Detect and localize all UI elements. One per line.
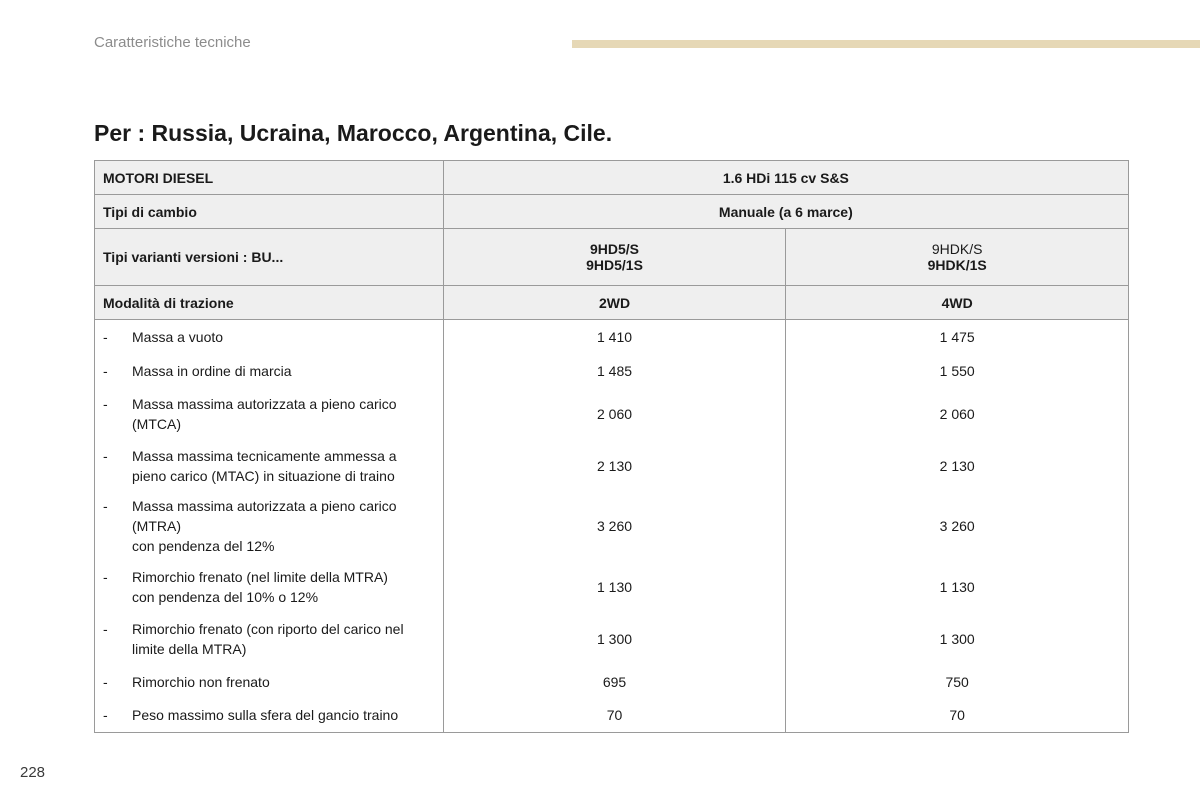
row-value-2wd: 70 [443,699,786,733]
table-row [95,388,1129,440]
row-label [95,354,444,388]
page-number: 228 [20,764,46,781]
row-label [95,613,444,665]
header-bar [572,40,1200,48]
dash-marker: - [103,447,108,464]
list-item [103,672,435,692]
table-row [95,561,1129,613]
drive-value-2: 4WD [786,286,1129,320]
row-value-2wd: 695 [443,665,786,699]
gearbox-value: Manuale (a 6 marce) [443,195,1128,229]
row-label-line: Massa massima autorizzata a pieno carico [132,498,397,514]
table-row [95,492,1129,561]
row-value-2wd: 2 130 [443,440,786,492]
table-row [95,699,1129,733]
variant-2-line-1: 9HDK/S [931,241,983,257]
row-label [95,699,444,733]
spec-body [95,320,1129,733]
variant-cell-1 [443,229,786,286]
row-value-2wd: 1 485 [443,354,786,388]
row-label-text [132,394,397,434]
row-value-2wd: 1 410 [443,320,786,354]
row-label [95,561,444,613]
variant-cell-2 [786,229,1129,286]
row-label-line: Rimorchio frenato (con riporto del carico nel [132,620,404,637]
row-label-line: Peso massimo sulla sfera del gancio traino [132,707,399,724]
spec-table [94,160,1129,733]
table-row [95,613,1129,665]
list-item [103,496,435,556]
dash-marker: - [103,395,108,412]
variants-row [95,229,1129,286]
row-value-4wd: 2 060 [786,388,1129,440]
row-label-line: limite della MTRA) [132,640,247,657]
row-value-2wd: 2 060 [443,388,786,440]
list-item [103,705,435,725]
row-value-2wd: 3 260 [443,492,786,561]
dash-marker: - [103,568,108,585]
row-value-2wd: 1 130 [443,561,786,613]
dash-marker: - [103,673,108,690]
list-item [103,394,435,434]
row-label-line: pieno carico (MTAC) in situazione di traino [132,467,395,484]
drive-label: Modalità di trazione [95,286,444,320]
dash-marker: - [103,707,108,724]
row-label-line: con pendenza del 12% [132,538,275,554]
table-row [95,354,1129,388]
row-label [95,440,444,492]
row-label-line: Massa massima tecnicamente ammessa a [132,447,397,464]
list-item [103,327,435,347]
row-value-4wd: 750 [786,665,1129,699]
row-value-4wd: 1 475 [786,320,1129,354]
row-value-4wd: 1 550 [786,354,1129,388]
row-label-text [132,361,292,381]
table-row [95,320,1129,354]
table-row [95,440,1129,492]
drive-value-1: 2WD [443,286,786,320]
engine-value: 1.6 HDi 115 cv S&S [443,161,1128,195]
row-label-text [132,672,270,692]
page-title: Per : Russia, Ucraina, Marocco, Argentina, Cile. [94,120,613,146]
row-label-line: Massa in ordine di marcia [132,362,292,379]
list-item [103,361,435,381]
list-item [103,567,435,607]
row-label-text [132,446,397,486]
row-label-text [132,567,388,607]
row-label-line: (MTCA) [132,415,181,432]
variant-1-line-1: 9HD5/S [590,241,640,257]
engine-label: MOTORI DIESEL [95,161,444,195]
row-label [95,665,444,699]
list-item [103,446,435,486]
row-label-text [132,496,397,556]
row-label-line: Massa a vuoto [132,328,224,345]
row-value-4wd: 3 260 [786,492,1129,561]
row-label [95,492,444,561]
variant-2-line-2: 9HDK/1S [927,257,987,273]
section-label: Caratteristiche tecniche [94,34,251,51]
row-value-2wd: 1 300 [443,613,786,665]
row-label-line: Rimorchio frenato (nel limite della MTRA) [132,568,388,585]
dash-marker: - [103,620,108,637]
variant-1-line-2: 9HD5/1S [586,257,643,273]
row-label-text [132,327,223,347]
row-label-line: Massa massima autorizzata a pieno carico [132,395,397,412]
dash-marker: - [103,362,108,379]
row-value-4wd: 1 300 [786,613,1129,665]
row-value-4wd: 2 130 [786,440,1129,492]
gearbox-row [95,195,1129,229]
row-value-4wd: 1 130 [786,561,1129,613]
row-label [95,388,444,440]
list-item [103,619,435,659]
variants-label: Tipi varianti versioni : BU... [95,229,444,286]
engine-row [95,161,1129,195]
row-label [95,320,444,354]
row-label-line: Rimorchio non frenato [132,673,270,690]
drive-row [95,286,1129,320]
row-value-4wd: 70 [786,699,1129,733]
dash-marker: - [103,328,108,345]
row-label-text [132,705,398,725]
dash-marker: - [103,498,108,514]
row-label-line: con pendenza del 10% o 12% [132,588,319,605]
row-label-text [132,619,404,659]
gearbox-label: Tipi di cambio [95,195,444,229]
table-row [95,665,1129,699]
row-label-line: (MTRA) [132,518,181,534]
